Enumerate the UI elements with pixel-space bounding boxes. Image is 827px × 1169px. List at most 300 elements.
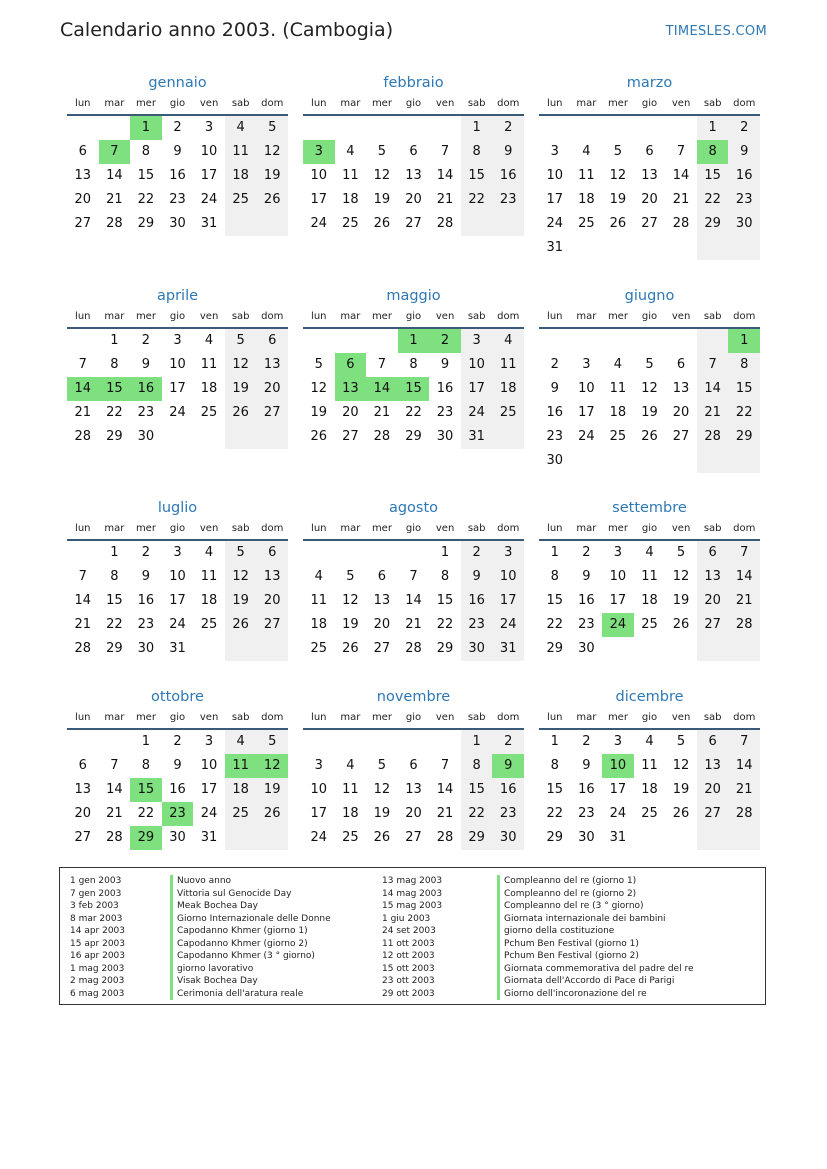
empty-cell — [728, 449, 760, 473]
day-cell: 11 — [578, 168, 595, 183]
empty-cell — [193, 425, 225, 449]
weekday-label: sab — [231, 311, 250, 322]
day-cell: 28 — [106, 216, 123, 231]
month-name: ottobre — [151, 689, 204, 705]
empty-cell — [99, 730, 131, 754]
weekday-label: lun — [547, 98, 563, 109]
empty-cell — [634, 826, 666, 850]
day-cell: 22 — [137, 806, 155, 821]
weekday-header — [539, 94, 760, 116]
weekday-label: ven — [671, 311, 691, 322]
day-cell: 6 — [78, 758, 87, 773]
day-cell: 13 — [256, 353, 288, 377]
holiday-day: 15 — [130, 778, 162, 802]
day-cell: 25 — [225, 188, 257, 212]
day-cell: 21 — [436, 806, 454, 821]
weekday-label: mer — [607, 712, 628, 723]
day-cell: 31 — [461, 425, 493, 449]
day-cell: 12 — [609, 168, 627, 183]
day-cell: 27 — [74, 830, 92, 845]
month-dicembre — [539, 686, 760, 850]
day-cell: 24 — [200, 806, 218, 821]
day-cell: 29 — [461, 826, 493, 850]
day-cell: 23 — [137, 405, 155, 420]
day-cell: 16 — [578, 593, 595, 608]
day-cell: 24 — [200, 192, 218, 207]
day-cell: 16 — [436, 381, 454, 396]
day-cell: 31 — [492, 637, 524, 661]
empty-cell — [225, 637, 257, 661]
day-cell: 2 — [582, 734, 591, 749]
day-cell: 14 — [697, 377, 729, 401]
weekday-label: mar — [576, 523, 597, 534]
weekday-label: dom — [733, 523, 756, 534]
day-cell: 4 — [645, 545, 654, 560]
day-cell: 7 — [377, 357, 387, 372]
day-cell: 8 — [141, 144, 151, 159]
weekday-label: sab — [703, 98, 722, 109]
day-cell: 12 — [225, 353, 257, 377]
weekday-header — [303, 519, 524, 541]
day-cell: 3 — [173, 545, 182, 560]
holiday-day: 2 — [429, 329, 461, 353]
day-cell: 22 — [546, 806, 564, 821]
weekday-label: mar — [104, 98, 125, 109]
empty-cell — [571, 449, 603, 473]
weekday-label: gio — [169, 523, 186, 534]
weekday-label: lun — [547, 712, 563, 723]
day-cell: 21 — [405, 617, 422, 632]
day-cell: 19 — [672, 782, 690, 797]
day-cell: 30 — [137, 641, 155, 656]
weekday-label: dom — [733, 311, 756, 322]
weekday-label: mer — [371, 712, 392, 723]
holiday-day: 24 — [602, 613, 634, 637]
day-cell: 9 — [582, 758, 591, 773]
empty-cell — [335, 329, 367, 353]
month-settembre — [539, 497, 760, 661]
day-cell: 27 — [405, 830, 422, 845]
month-aprile — [67, 285, 288, 449]
day-cell: 14 — [106, 168, 123, 183]
weekday-label: ven — [199, 311, 219, 322]
weekday-label: mar — [576, 98, 597, 109]
holiday-day: 13 — [335, 377, 367, 401]
holiday-day: 15 — [398, 377, 430, 401]
day-cell: 13 — [641, 168, 658, 183]
legend-holiday-name: Compleanno del re (giorno 1) — [497, 875, 636, 888]
day-cell: 30 — [169, 830, 186, 845]
day-cell: 29 — [546, 641, 564, 656]
day-cell: 5 — [613, 144, 623, 159]
weekday-label: dom — [497, 98, 520, 109]
day-cell: 17 — [461, 377, 493, 401]
day-cell: 11 — [225, 140, 257, 164]
day-cell: 18 — [609, 405, 627, 420]
day-cell: 16 — [169, 782, 186, 797]
day-cell: 13 — [697, 565, 729, 589]
weekday-label: gio — [405, 311, 422, 322]
holiday-day: 10 — [602, 754, 634, 778]
legend-date: 14 mag 2003 — [382, 888, 443, 899]
day-cell: 3 — [613, 734, 623, 749]
empty-cell — [728, 236, 760, 260]
weekday-label: gio — [405, 98, 422, 109]
day-cell: 26 — [609, 216, 627, 231]
day-cell: 2 — [492, 116, 524, 140]
day-cell: 28 — [74, 641, 92, 656]
weekday-label: mar — [340, 523, 361, 534]
day-cell: 5 — [225, 541, 257, 565]
legend-holiday-name: Cerimonia dell'aratura reale — [170, 988, 303, 1001]
empty-cell — [67, 541, 99, 565]
day-cell: 20 — [256, 589, 288, 613]
empty-cell — [67, 730, 99, 754]
day-cell: 14 — [436, 168, 454, 183]
day-cell: 11 — [641, 569, 658, 584]
day-cell: 29 — [697, 212, 729, 236]
day-cell: 21 — [106, 192, 123, 207]
holiday-legend — [59, 867, 766, 1005]
day-cell: 25 — [578, 216, 595, 231]
day-cell: 1 — [461, 730, 493, 754]
weekday-label: dom — [497, 712, 520, 723]
day-cell: 17 — [609, 782, 627, 797]
weekday-header — [539, 519, 760, 541]
weekday-label: ven — [671, 98, 691, 109]
legend-date: 1 giu 2003 — [382, 913, 431, 924]
day-cell: 1 — [141, 734, 151, 749]
empty-cell — [492, 212, 524, 236]
day-cell: 17 — [310, 806, 328, 821]
day-cell: 8 — [461, 140, 493, 164]
day-cell: 17 — [546, 192, 564, 207]
weekday-label: ven — [199, 523, 219, 534]
legend-date: 12 ott 2003 — [382, 951, 435, 961]
legend-date: 24 set 2003 — [382, 926, 436, 936]
day-cell: 4 — [582, 144, 591, 159]
empty-cell — [571, 329, 603, 353]
day-cell: 26 — [225, 401, 257, 425]
empty-cell — [539, 116, 571, 140]
legend-date: 15 apr 2003 — [70, 938, 126, 949]
empty-cell — [602, 449, 634, 473]
weekday-label: lun — [75, 523, 91, 534]
weekday-header — [303, 708, 524, 730]
day-cell: 11 — [200, 569, 218, 584]
day-cell: 24 — [310, 216, 328, 231]
day-cell: 6 — [409, 144, 418, 159]
day-cell: 3 — [314, 758, 323, 773]
day-cell: 12 — [342, 593, 359, 608]
legend-date: 15 mag 2003 — [382, 901, 443, 911]
day-cell: 23 — [492, 188, 524, 212]
weekday-label: mar — [576, 712, 597, 723]
empty-cell — [697, 826, 729, 850]
holiday-day: 23 — [162, 802, 194, 826]
weekday-label: dom — [497, 311, 520, 322]
weekday-label: mer — [371, 98, 392, 109]
day-cell: 20 — [342, 405, 359, 420]
day-cell: 27 — [373, 641, 391, 656]
legend-date: 6 mag 2003 — [70, 988, 125, 999]
day-cell: 14 — [672, 168, 690, 183]
day-cell: 21 — [373, 405, 391, 420]
day-cell: 27 — [405, 216, 422, 231]
empty-cell — [256, 212, 288, 236]
day-cell: 31 — [200, 830, 218, 845]
empty-cell — [602, 637, 634, 661]
day-cell: 21 — [672, 192, 690, 207]
month-gennaio — [67, 72, 288, 236]
day-cell: 9 — [461, 565, 493, 589]
weekday-header — [539, 708, 760, 730]
day-cell: 27 — [74, 216, 92, 231]
weekday-label: lun — [75, 98, 91, 109]
legend-holiday-name: giorno della costituzione — [497, 925, 614, 938]
day-grid — [67, 116, 288, 236]
holiday-day: 7 — [99, 140, 131, 164]
day-cell: 19 — [672, 593, 690, 608]
day-cell: 28 — [405, 641, 422, 656]
day-cell: 4 — [314, 569, 323, 584]
day-cell: 4 — [225, 116, 257, 140]
empty-cell — [366, 541, 398, 565]
day-cell: 12 — [641, 381, 658, 396]
day-cell: 17 — [492, 589, 524, 613]
day-cell: 13 — [405, 168, 422, 183]
empty-cell — [634, 329, 666, 353]
legend-holiday-name: Capodanno Khmer (3 ° giorno) — [170, 950, 315, 963]
legend-date: 1 gen 2003 — [70, 876, 122, 886]
month-name: giugno — [624, 288, 675, 304]
day-cell: 25 — [225, 802, 257, 826]
day-cell: 12 — [256, 140, 288, 164]
day-cell: 10 — [578, 381, 595, 396]
day-cell: 4 — [346, 758, 355, 773]
day-cell: 4 — [204, 545, 214, 560]
empty-cell — [256, 637, 288, 661]
weekday-label: mar — [576, 311, 597, 322]
day-cell: 7 — [110, 758, 119, 773]
day-grid — [303, 541, 524, 661]
day-cell: 12 — [373, 168, 391, 183]
weekday-label: sab — [467, 98, 486, 109]
weekday-header — [539, 307, 760, 329]
weekday-label: mer — [135, 98, 156, 109]
weekday-label: ven — [435, 311, 455, 322]
day-cell: 9 — [492, 140, 524, 164]
empty-cell — [193, 637, 225, 661]
day-cell: 20 — [697, 778, 729, 802]
day-cell: 11 — [609, 381, 627, 396]
day-cell: 30 — [578, 641, 595, 656]
empty-cell — [429, 116, 461, 140]
day-cell: 25 — [641, 806, 658, 821]
day-cell: 8 — [550, 569, 559, 584]
empty-cell — [665, 236, 697, 260]
day-cell: 10 — [200, 144, 218, 159]
weekday-label: dom — [497, 523, 520, 534]
day-cell: 21 — [728, 778, 760, 802]
day-cell: 1 — [461, 116, 493, 140]
weekday-header — [67, 94, 288, 116]
month-name: dicembre — [615, 689, 684, 705]
day-cell: 28 — [373, 429, 391, 444]
day-cell: 24 — [578, 429, 595, 444]
day-cell: 15 — [461, 164, 493, 188]
day-cell: 20 — [641, 192, 658, 207]
day-cell: 22 — [106, 405, 123, 420]
day-cell: 27 — [697, 613, 729, 637]
day-cell: 14 — [728, 565, 760, 589]
weekday-label: dom — [261, 98, 284, 109]
day-cell: 26 — [641, 429, 658, 444]
day-grid — [539, 116, 760, 260]
day-cell: 17 — [169, 593, 186, 608]
holiday-day: 15 — [99, 377, 131, 401]
weekday-header — [67, 307, 288, 329]
day-cell: 13 — [672, 381, 690, 396]
day-cell: 25 — [310, 641, 328, 656]
day-cell: 26 — [256, 188, 288, 212]
day-cell: 14 — [728, 754, 760, 778]
day-cell: 13 — [405, 782, 422, 797]
day-cell: 5 — [256, 116, 288, 140]
day-cell: 21 — [106, 806, 123, 821]
day-grid — [539, 730, 760, 850]
day-cell: 15 — [697, 164, 729, 188]
day-cell: 2 — [582, 545, 591, 560]
weekday-label: sab — [231, 98, 250, 109]
day-cell: 26 — [225, 613, 257, 637]
empty-cell — [697, 449, 729, 473]
weekday-label: mer — [135, 523, 156, 534]
legend-date: 29 ott 2003 — [382, 988, 435, 999]
day-cell: 10 — [492, 565, 524, 589]
day-cell: 11 — [310, 593, 328, 608]
day-cell: 20 — [697, 589, 729, 613]
weekday-label: lun — [547, 523, 563, 534]
day-cell: 4 — [613, 357, 623, 372]
day-cell: 14 — [106, 782, 123, 797]
day-cell: 7 — [676, 144, 686, 159]
day-cell: 3 — [582, 357, 591, 372]
legend-holiday-name: Capodanno Khmer (giorno 1) — [170, 925, 308, 938]
empty-cell — [335, 730, 367, 754]
legend-holiday-name: Compleanno del re (giorno 2) — [497, 888, 636, 901]
empty-cell — [398, 730, 430, 754]
weekday-label: lun — [547, 311, 563, 322]
day-cell: 30 — [169, 216, 186, 231]
day-cell: 1 — [110, 333, 119, 348]
weekday-label: mer — [371, 523, 392, 534]
day-cell: 23 — [546, 429, 564, 444]
page-title: Calendario anno 2003. (Cambogia) — [60, 19, 394, 41]
day-cell: 15 — [106, 593, 123, 608]
day-cell: 29 — [106, 429, 123, 444]
weekday-header — [67, 708, 288, 730]
holiday-day: 12 — [256, 754, 288, 778]
day-cell: 14 — [405, 593, 422, 608]
day-grid — [303, 730, 524, 850]
empty-cell — [665, 826, 697, 850]
day-cell: 11 — [200, 357, 218, 372]
empty-cell — [162, 425, 194, 449]
empty-cell — [634, 637, 666, 661]
day-cell: 28 — [728, 802, 760, 826]
day-cell: 2 — [173, 120, 182, 135]
day-cell: 8 — [440, 569, 450, 584]
day-cell: 24 — [609, 806, 627, 821]
day-cell: 18 — [225, 164, 257, 188]
empty-cell — [67, 329, 99, 353]
empty-cell — [225, 212, 257, 236]
brand-logo[interactable]: TIMESLES.COM — [665, 24, 767, 39]
day-cell: 3 — [550, 144, 559, 159]
legend-date: 1 mag 2003 — [70, 963, 125, 974]
day-cell: 3 — [204, 120, 214, 135]
day-cell: 16 — [492, 164, 524, 188]
legend-holiday-name: Giorno Internazionale delle Donne — [170, 913, 331, 926]
day-cell: 19 — [256, 778, 288, 802]
legend-date: 16 apr 2003 — [70, 951, 126, 961]
day-cell: 25 — [609, 429, 627, 444]
empty-cell — [634, 449, 666, 473]
holiday-day: 8 — [697, 140, 729, 164]
empty-cell — [665, 116, 697, 140]
day-cell: 19 — [225, 589, 257, 613]
day-cell: 18 — [578, 192, 595, 207]
weekday-label: mer — [607, 98, 628, 109]
day-cell: 18 — [342, 806, 359, 821]
day-cell: 21 — [436, 192, 454, 207]
day-cell: 22 — [461, 802, 493, 826]
weekday-label: sab — [231, 523, 250, 534]
holiday-day: 3 — [303, 140, 335, 164]
day-cell: 25 — [342, 216, 359, 231]
day-cell: 30 — [546, 453, 564, 468]
day-cell: 17 — [200, 168, 218, 183]
empty-cell — [697, 637, 729, 661]
day-cell: 10 — [200, 758, 218, 773]
day-cell: 8 — [409, 357, 418, 372]
legend-date: 7 gen 2003 — [70, 888, 122, 899]
legend-holiday-name: Giornata dell'Accordo di Pace di Parigi — [497, 975, 674, 988]
weekday-label: lun — [311, 98, 327, 109]
day-cell: 19 — [225, 377, 257, 401]
day-cell: 1 — [440, 545, 450, 560]
day-cell: 12 — [225, 565, 257, 589]
empty-cell — [303, 730, 335, 754]
day-cell: 9 — [173, 144, 182, 159]
day-cell: 18 — [310, 617, 328, 632]
day-grid — [67, 329, 288, 449]
day-cell: 19 — [256, 164, 288, 188]
weekday-label: sab — [467, 311, 486, 322]
day-cell: 8 — [461, 754, 493, 778]
holiday-day: 29 — [130, 826, 162, 850]
day-cell: 1 — [550, 734, 559, 749]
day-cell: 27 — [641, 216, 658, 231]
day-cell: 20 — [74, 192, 92, 207]
day-cell: 19 — [609, 192, 627, 207]
day-cell: 6 — [697, 541, 729, 565]
day-cell: 31 — [169, 641, 186, 656]
day-cell: 28 — [697, 425, 729, 449]
empty-cell — [539, 329, 571, 353]
empty-cell — [366, 730, 398, 754]
